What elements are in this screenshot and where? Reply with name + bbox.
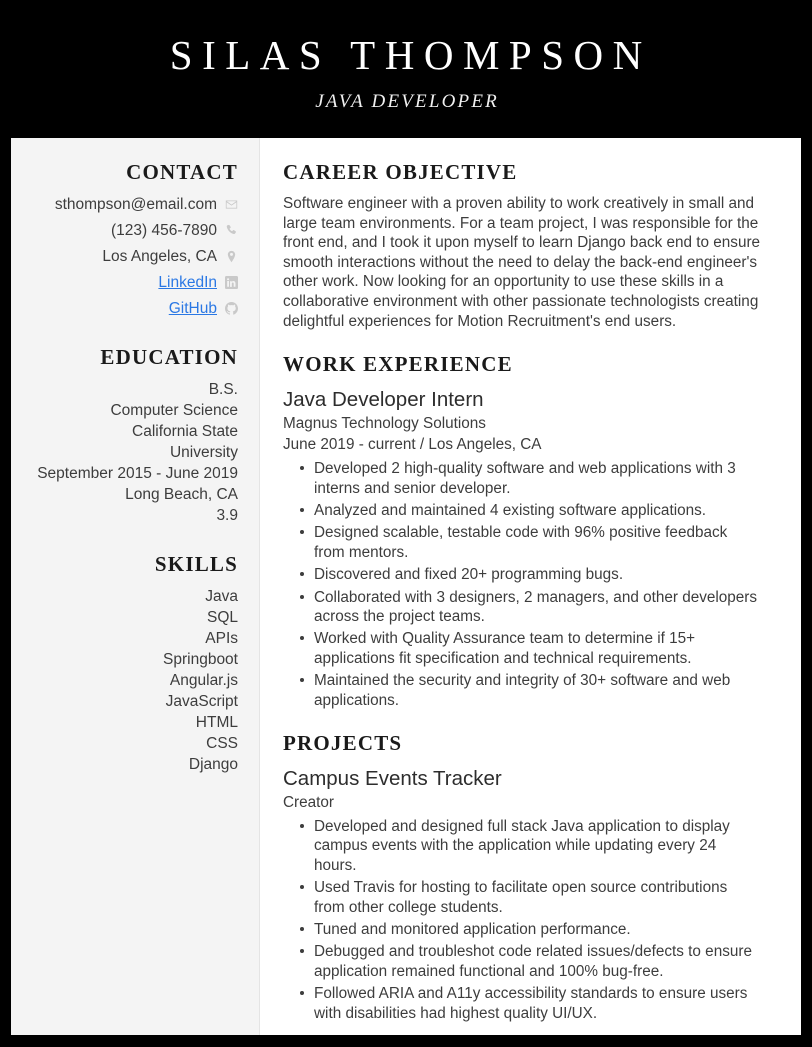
contact-item-location <box>23 246 238 267</box>
skills-heading: SKILLS <box>154 552 238 576</box>
company-name: Magnus Technology Solutions <box>283 415 486 433</box>
sidebar-section-skills <box>23 552 238 775</box>
list-item: Springboot <box>163 651 238 668</box>
education-line: Long Beach, CA <box>125 486 238 503</box>
list-item: Discovered and fixed 20+ programming bugs. <box>283 565 761 584</box>
phone-value: (123) 456-7890 <box>111 221 217 239</box>
education-line: California State <box>132 423 238 440</box>
education-line: 3.9 <box>216 507 238 524</box>
resume-body <box>11 138 801 1035</box>
location-value: Los Angeles, CA <box>102 247 217 265</box>
list-item: Used Travis for hosting to facilitate open source contributions from other college students. <box>283 878 761 917</box>
sidebar-section-contact <box>23 160 238 319</box>
list-item: Designed scalable, testable code with 96% positive feedback from mentors. <box>283 523 761 562</box>
list-item: Tuned and monitored application performance. <box>283 920 761 939</box>
page-title: SILAS THOMPSON <box>169 32 652 78</box>
contact-item-phone <box>23 220 238 241</box>
linkedin-icon[interactable] <box>224 276 238 290</box>
list-item: Java <box>205 588 238 605</box>
email-value: sthompson@email.com <box>54 195 217 213</box>
list-item: Debugged and troubleshot code related issues/defects to ensure application remained functional and 100% bug-free. <box>283 942 761 981</box>
project-entry <box>283 765 761 1023</box>
list-item: SQL <box>206 609 238 626</box>
list-item: Developed and designed full stack Java application to display campus events with the application while updating every 24 hours. <box>283 817 761 875</box>
list-item: Django <box>188 756 238 773</box>
phone-icon <box>224 224 238 238</box>
section-work-experience <box>283 352 761 710</box>
list-item: Analyzed and maintained 4 existing software applications. <box>283 501 761 520</box>
header-job-title: JAVA DEVELOPER <box>315 91 499 112</box>
skills-list <box>23 586 238 775</box>
list-item: JavaScript <box>165 693 238 710</box>
list-item: Angular.js <box>169 672 238 689</box>
contact-item-github[interactable] <box>23 298 238 319</box>
list-item: Developed 2 high-quality software and web applications with 3 interns and senior developer. <box>283 459 761 498</box>
sidebar-section-education <box>23 345 238 526</box>
sidebar <box>11 138 260 1035</box>
project-title: Campus Events Tracker <box>283 767 502 791</box>
section-projects <box>283 731 761 1023</box>
location-pin-icon <box>224 250 238 264</box>
linkedin-link[interactable]: LinkedIn <box>158 273 217 291</box>
list-item: APIs <box>205 630 238 647</box>
contact-list <box>23 194 238 319</box>
contact-item-email <box>23 194 238 215</box>
education-line: Computer Science <box>110 402 238 419</box>
github-link[interactable]: GitHub <box>168 299 217 317</box>
education-heading: EDUCATION <box>100 345 238 369</box>
main-content <box>260 138 801 1035</box>
section-career-objective <box>283 160 761 331</box>
list-item: Followed ARIA and A11y accessibility standards to ensure users with disabilities had highest quality UI/UX. <box>283 984 761 1023</box>
list-item: HTML <box>195 714 238 731</box>
job-dates-location: June 2019 - current / Los Angeles, CA <box>283 436 542 454</box>
education-line: B.S. <box>208 381 238 398</box>
projects-heading: PROJECTS <box>283 731 403 756</box>
resume-header <box>0 0 812 138</box>
list-item: Collaborated with 3 designers, 2 managers, and other developers across the project teams. <box>283 588 761 627</box>
education-lines <box>23 379 238 526</box>
work-experience-heading: WORK EXPERIENCE <box>283 352 513 377</box>
envelope-icon <box>224 198 238 212</box>
work-entry <box>283 386 761 710</box>
list-item: Worked with Quality Assurance team to determine if 15+ applications fit specification and technical requirements. <box>283 629 761 668</box>
github-icon[interactable] <box>224 302 238 316</box>
project-role: Creator <box>283 794 335 812</box>
career-objective-body: Software engineer with a proven ability to work creatively in small and large team environments. For a team project, I was responsible for the front end, and I took it upon myself to learn Django back end to ensure smooth interactions without the need to delay the back-end engineer's other work. Now looking for an opportunity to use these skills in a collaborative environment with other passionate technologists creating delightful experiences for Motion Recruitment's end users. <box>283 195 761 330</box>
education-line: University <box>169 444 238 461</box>
career-objective-heading: CAREER OBJECTIVE <box>283 160 518 184</box>
list-item: Maintained the security and integrity of 30+ software and web applications. <box>283 671 761 710</box>
contact-heading: CONTACT <box>126 160 238 184</box>
work-bullet-list <box>283 459 761 710</box>
project-bullet-list <box>283 817 761 1023</box>
list-item: CSS <box>206 735 238 752</box>
contact-item-linkedin[interactable] <box>23 272 238 293</box>
education-line: September 2015 - June 2019 <box>37 465 238 482</box>
job-title: Java Developer Intern <box>283 388 484 412</box>
